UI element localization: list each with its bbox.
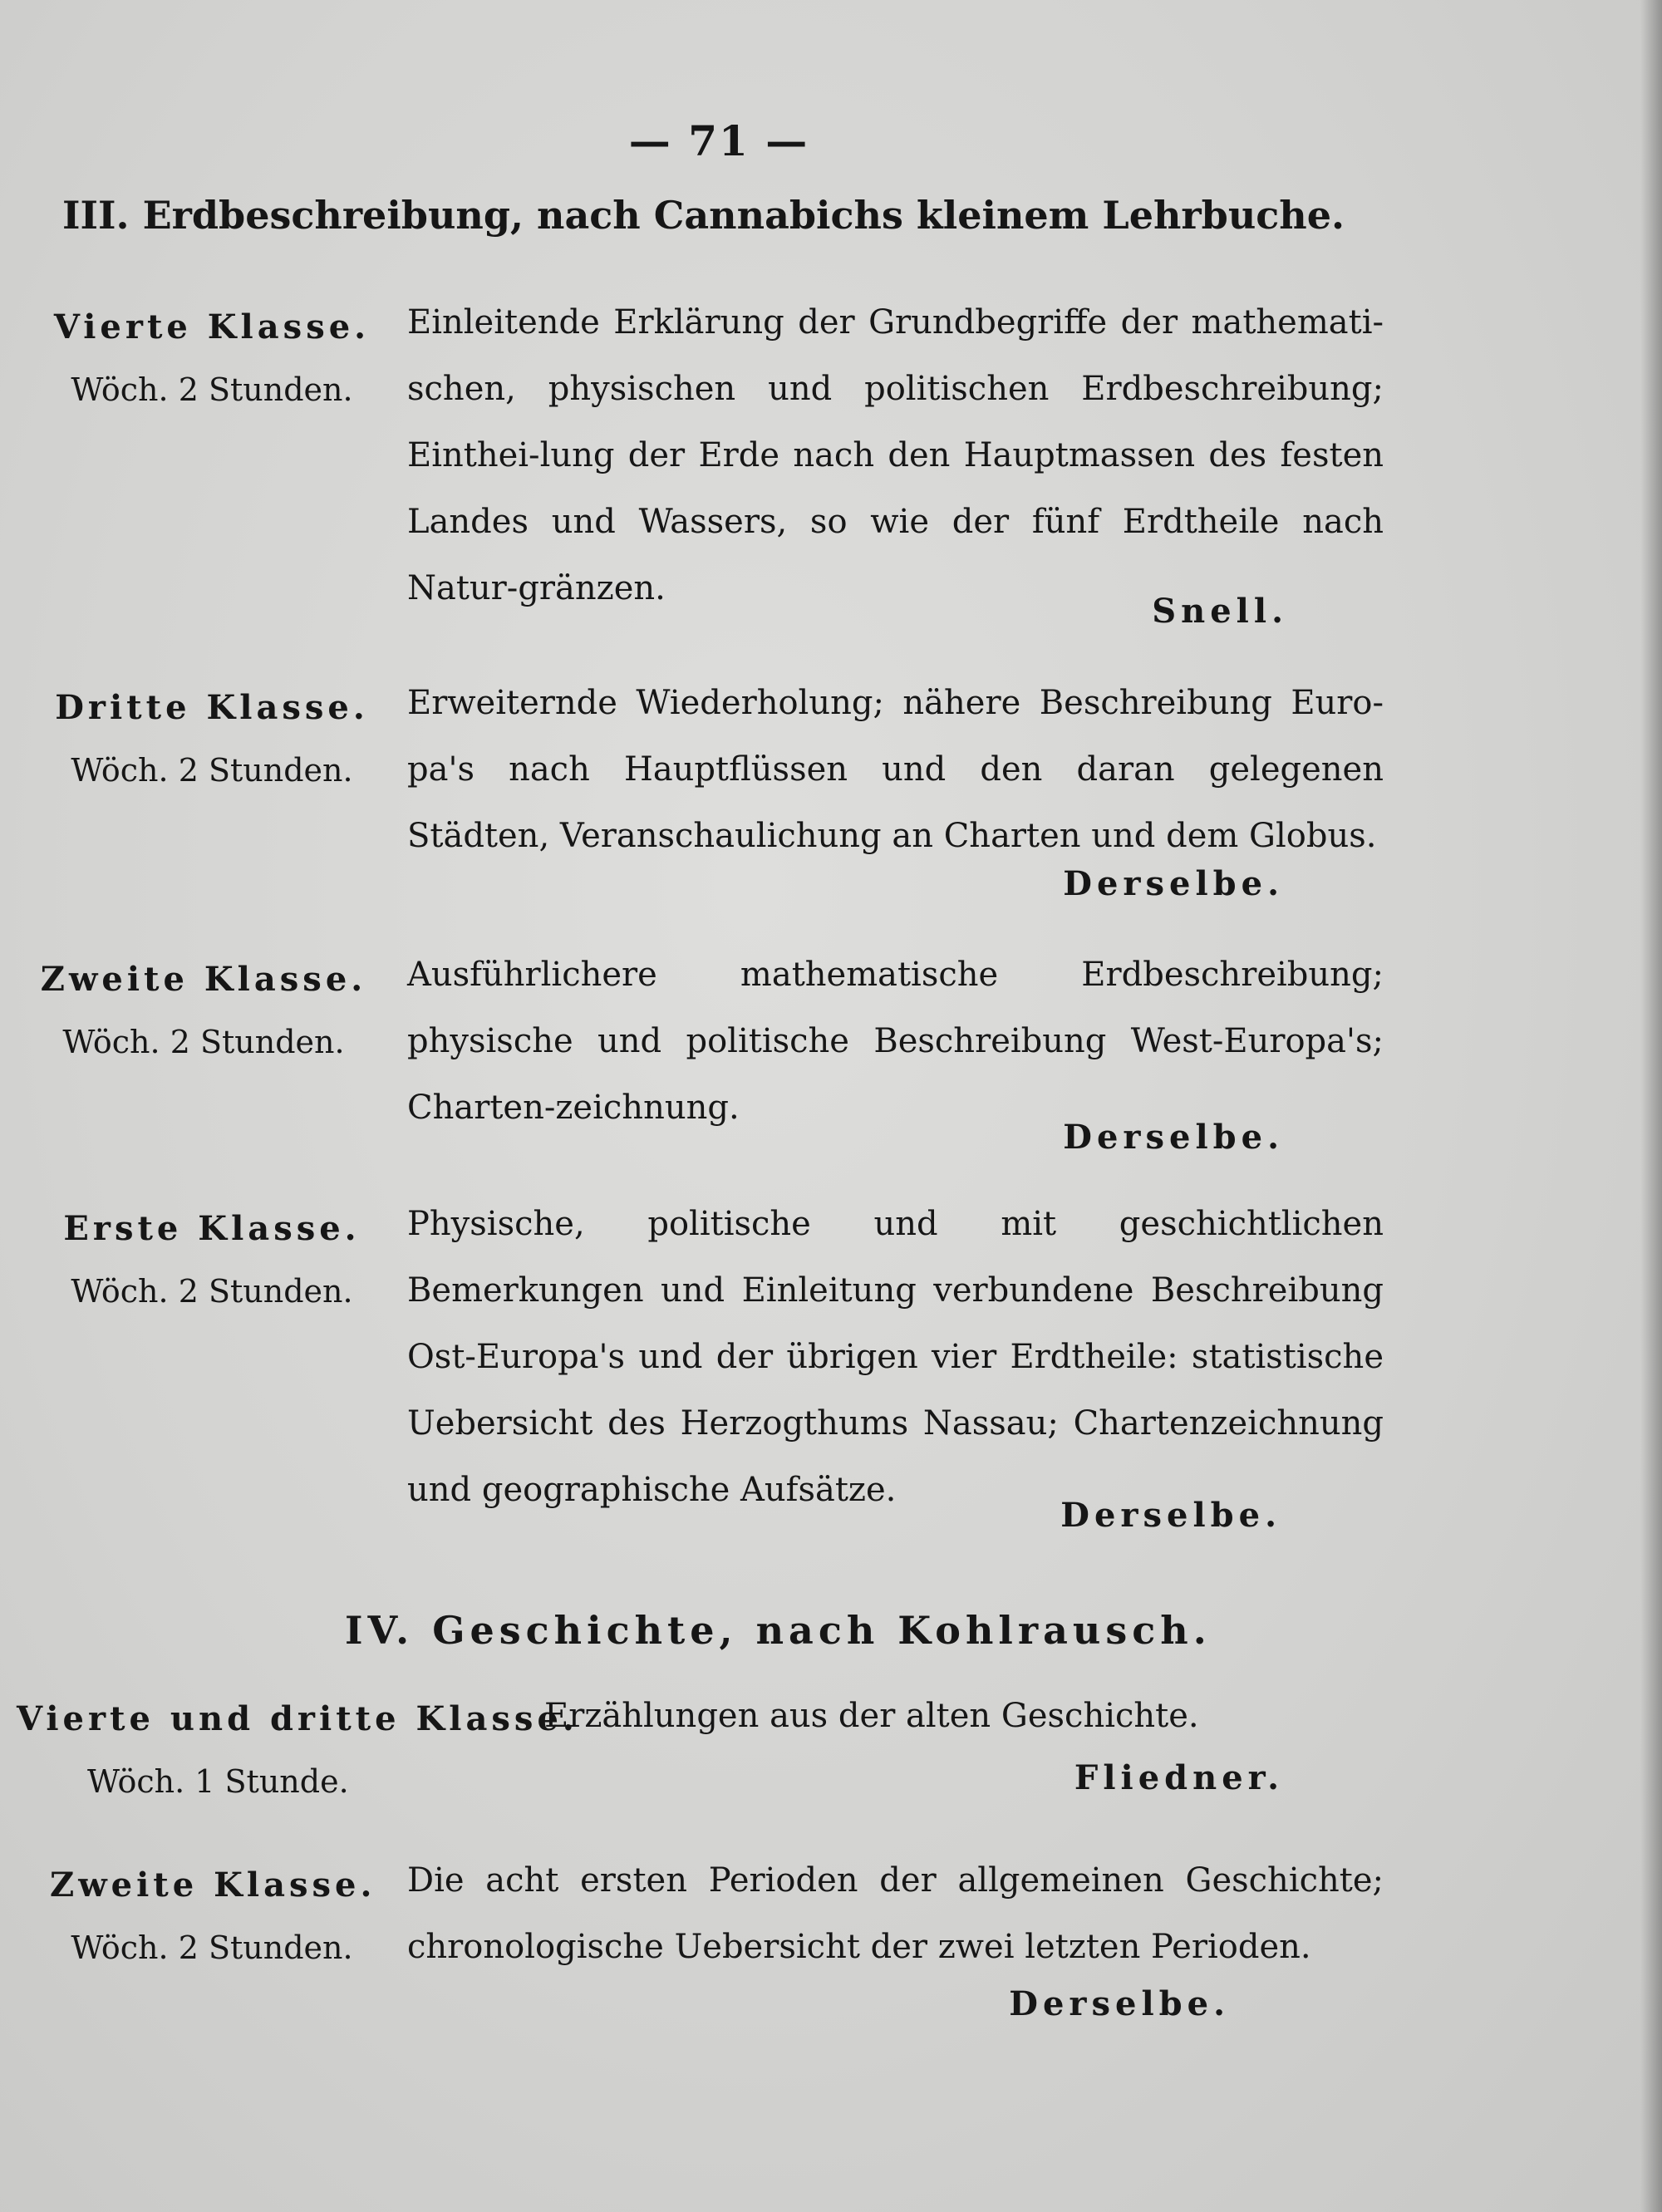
page-number: — 71 —	[628, 116, 809, 165]
teacher-name: Derselbe.	[1060, 1496, 1281, 1535]
course-description: Erweiternde Wiederholung; nähere Beschreibung Euro-pa's nach Hauptflüssen und den daran gelegenen Städten, Veranschaulichung an Charten und dem Globus.	[407, 684, 1384, 855]
class-name: Erste Klasse.	[63, 1209, 361, 1248]
teacher-name: Derselbe.	[1009, 1984, 1230, 2023]
class-label	[17, 1699, 578, 1800]
weekly-hours: Wöch. 2 Stunden.	[71, 371, 353, 408]
class-name: Dritte Klasse.	[55, 688, 369, 727]
course-description: Erzählungen aus der alten Geschichte.	[544, 1697, 1199, 1735]
course-description: Ausführlichere mathematische Erdbeschreibung; physische und politische Beschreibung West-Europa's; Charten-zeichnung.	[407, 956, 1384, 1127]
weekly-hours: Wöch. 2 Stunden.	[71, 1273, 353, 1310]
course-description: Einleitende Erklärung der Grundbegriffe der mathemati-schen, physischen und politischen Erdbeschreibung; Einthei-lung der Erde nach den Hauptmassen des festen Landes und Wassers, so wie der fünf Erdtheile nach Natur-gränzen.	[407, 303, 1384, 607]
class-name: Vierte Klasse.	[53, 307, 371, 347]
course-description: Die acht ersten Perioden der allgemeinen Geschichte; chronologische Uebersicht der zwei letzten Perioden.	[407, 1861, 1384, 1966]
class-label	[50, 688, 374, 789]
class-label	[50, 307, 374, 408]
section-heading-history: IV. Geschichte, nach Kohlrausch.	[345, 1608, 1212, 1653]
weekly-hours: Wöch. 2 Stunden.	[71, 1929, 353, 1966]
teacher-name: Derselbe.	[1063, 1118, 1284, 1157]
weekly-hours: Wöch. 2 Stunden.	[71, 752, 353, 789]
teacher-name: Snell.	[1152, 592, 1288, 631]
class-name: Zweite Klasse.	[40, 960, 367, 999]
weekly-hours: Wöch. 1 Stunde.	[87, 1763, 349, 1800]
class-label	[50, 1865, 374, 1966]
class-name: Zweite Klasse.	[50, 1865, 376, 1905]
class-label	[33, 960, 374, 1060]
teacher-name: Derselbe.	[1063, 864, 1284, 903]
course-description: Physische, politische und mit geschichtlichen Bemerkungen und Einleitung verbundene Beschreibung Ost-Europa's und der übrigen vier Erdtheile: statistische Uebersicht des Herzogthums Nassau; Chartenzeichnung und geographische Aufsätze.	[407, 1205, 1384, 1509]
teacher-name: Fliedner.	[1074, 1758, 1284, 1797]
section-heading-geography: III. Erdbeschreibung, nach Cannabichs kleinem Lehrbuche.	[62, 193, 1345, 238]
class-label	[50, 1209, 374, 1310]
class-name: Vierte und dritte Klasse.	[17, 1699, 578, 1738]
weekly-hours: Wöch. 2 Stunden.	[62, 1024, 345, 1060]
